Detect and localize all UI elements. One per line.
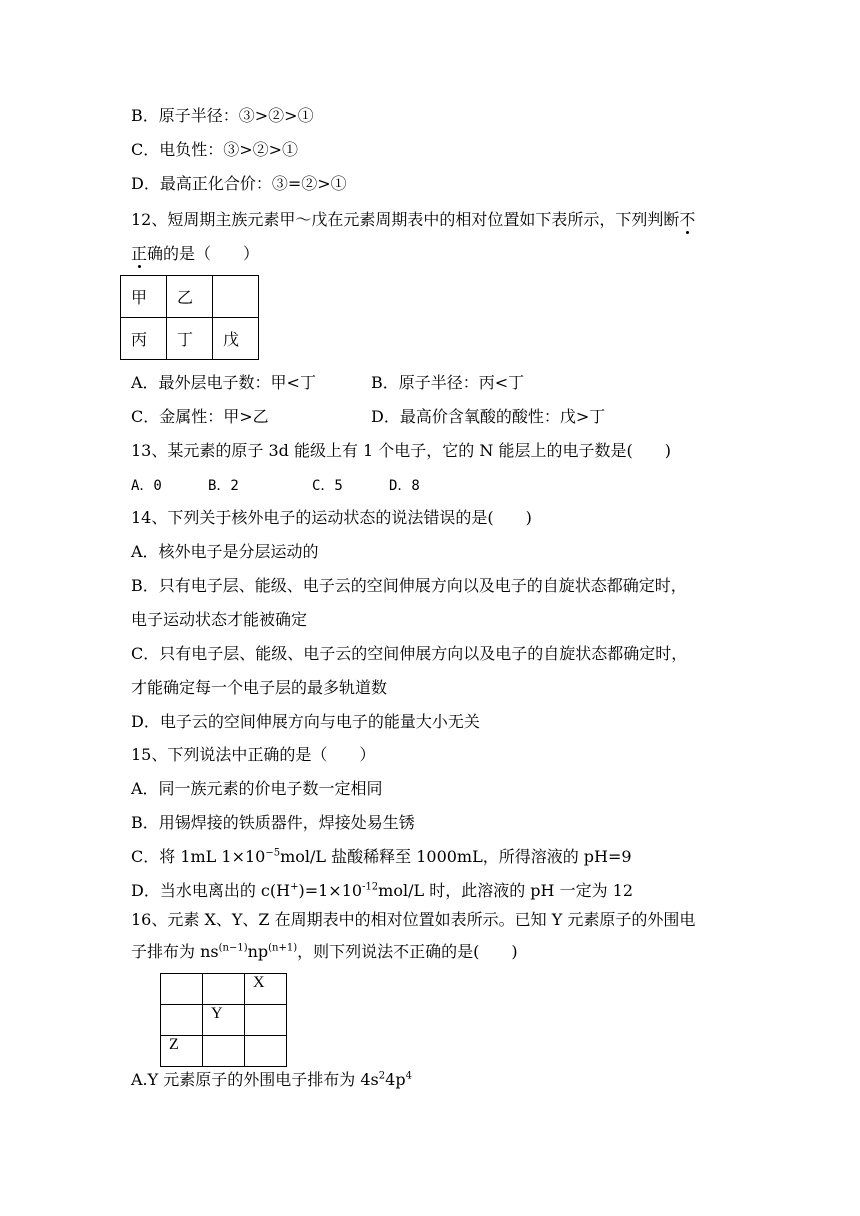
- q16-stem-line1: 16、元素 X、Y、Z 在周期表中的相对位置如表所示。已知 Y 元素原子的外围电: [131, 910, 696, 929]
- q14-option-c-line1: C．只有电子层、能级、电子云的空间伸展方向以及电子的自旋状态都确定时，: [131, 644, 688, 663]
- q16-stem-line2: 子排布为 $ns^{(n-1)}np^{(n+1)}$，则下列说法不正确的是( ): [131, 942, 518, 961]
- q13-option-d: D．8: [389, 478, 420, 494]
- table-cell: [213, 276, 259, 318]
- emphasis-dot-char: 正: [131, 244, 148, 263]
- table-cell: Y: [203, 1005, 245, 1036]
- table-row: [161, 974, 287, 1005]
- table-cell: [203, 974, 245, 1005]
- q11-option-d: D．最高正化合价：③=②>①: [131, 174, 347, 193]
- table-cell: 乙: [167, 276, 213, 318]
- q15-option-c: C．将 1mL $1\times 10^{-5}mol/L$ 盐酸稀释至 1000mL，所得溶液的 pH=9: [131, 847, 632, 866]
- table-cell: [245, 1036, 287, 1067]
- table-cell: 戊: [213, 318, 259, 360]
- q14-option-b-line2: 电子运动状态才能被确定: [131, 610, 308, 629]
- table-cell: [245, 1005, 287, 1036]
- q12-position-table: [120, 275, 259, 360]
- q13-option-a: A．0: [131, 478, 162, 494]
- q14-option-b-line1: B．只有电子层、能级、电子云的空间伸展方向以及电子的自旋状态都确定时，: [131, 576, 687, 595]
- table-cell: [161, 1005, 203, 1036]
- q14-stem: 14、下列关于核外电子的运动状态的说法错误的是( ): [131, 508, 532, 527]
- q16-option-a: A.Y 元素原子的外围电子排布为 $4s^24p^4$: [131, 1070, 412, 1089]
- table-cell: 丙: [121, 318, 167, 360]
- q16-position-table: [160, 973, 287, 1067]
- emphasis-dot-char: 不: [679, 210, 696, 229]
- q12-option-b: B．原子半径：丙<丁: [371, 373, 525, 392]
- table-row: [161, 1005, 287, 1036]
- q12-stem-line1: 12、短周期主族元素甲～戊在元素周期表中的相对位置如下表所示，下列判断不: [131, 210, 696, 229]
- q14-option-c-line2: 才能确定每一个电子层的最多轨道数: [131, 678, 388, 697]
- table-row: [161, 1036, 287, 1067]
- q15-stem: 15、下列说法中正确的是（ ）: [131, 745, 376, 764]
- table-row: [121, 276, 259, 318]
- q15-option-d: D．当水电离出的 $c(H^+)=1\times 10^{-12}mol/L$ 时，此溶液的 pH 一定为 12: [131, 881, 634, 900]
- q12-option-a: A．最外层电子数：甲<丁: [131, 373, 316, 392]
- table-cell: Z: [161, 1036, 203, 1067]
- table-cell: 甲: [121, 276, 167, 318]
- q12-option-c: C．金属性：甲>乙: [131, 407, 269, 426]
- q11-option-b: B．原子半径：③>②>①: [131, 106, 314, 125]
- table-cell: [203, 1036, 245, 1067]
- table-cell: X: [245, 974, 287, 1005]
- q12-stem-line2: 正确的是（ ）: [131, 244, 260, 263]
- q11-option-c: C．电负性：③>②>①: [131, 140, 299, 159]
- q14-option-d: D．电子云的空间伸展方向与电子的能量大小无关: [131, 712, 480, 731]
- q12-option-d: D．最高价含氧酸的酸性：戊>丁: [371, 407, 606, 426]
- table-cell: [161, 974, 203, 1005]
- table-cell: 丁: [167, 318, 213, 360]
- q13-option-b: B．2: [208, 478, 239, 494]
- q13-stem: 13、某元素的原子 3d 能级上有 1 个电子，它的 N 能层上的电子数是( ): [131, 441, 671, 460]
- q15-option-a: A．同一族元素的价电子数一定相同: [131, 779, 383, 798]
- table-row: [121, 318, 259, 360]
- q15-option-b: B．用锡焊接的铁质器件，焊接处易生锈: [131, 813, 415, 832]
- q13-option-c: C．5: [312, 478, 343, 494]
- q14-option-a: A．核外电子是分层运动的: [131, 542, 319, 561]
